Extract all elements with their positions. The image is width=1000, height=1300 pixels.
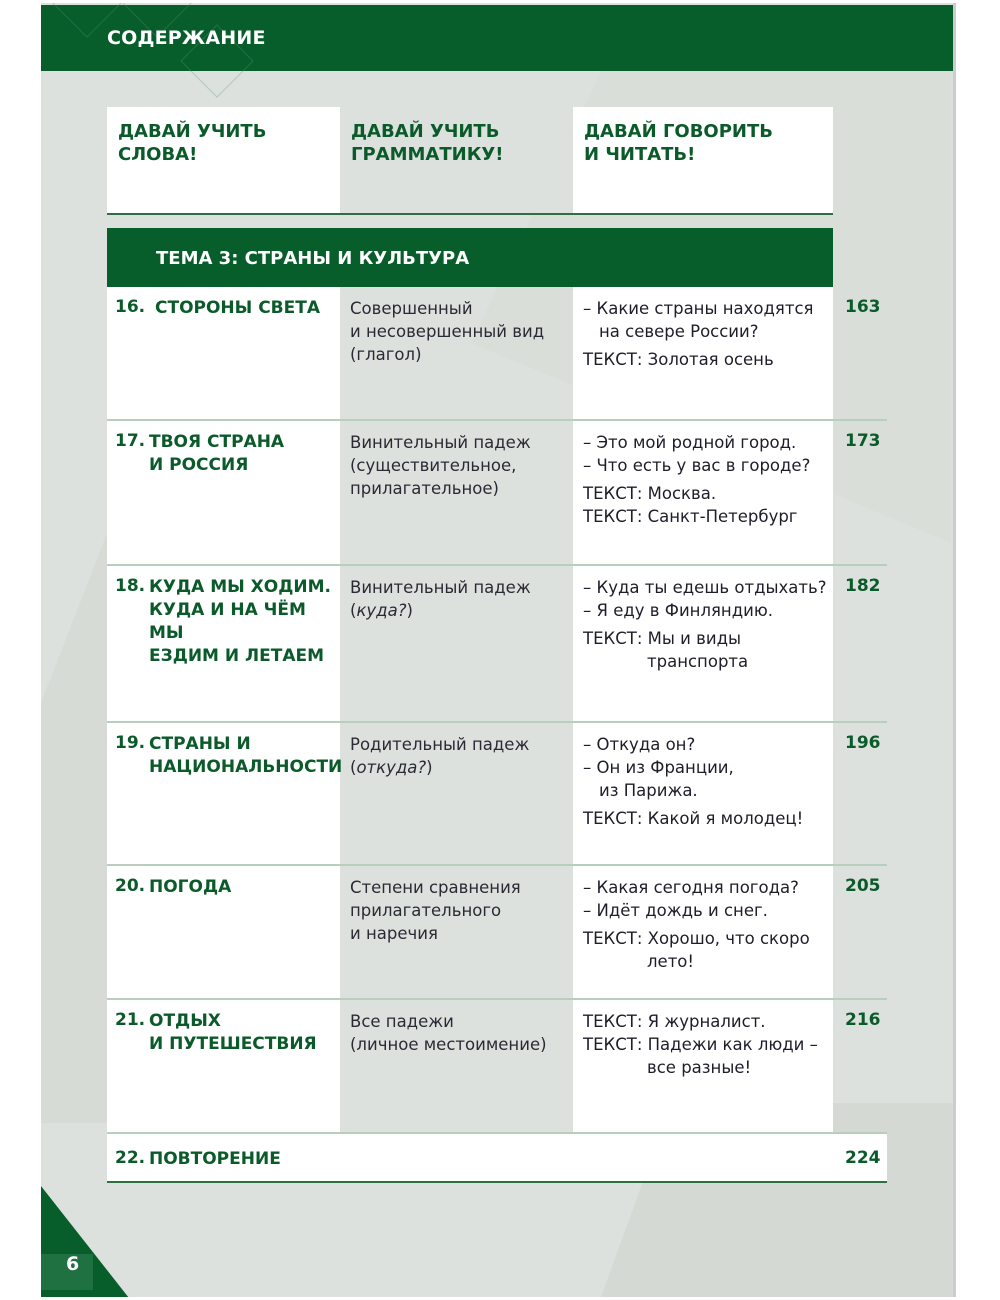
page-number[interactable]: 224 (845, 1148, 881, 1168)
grammar-topic: Винительный падеж (существительное, прилагательное) (350, 433, 531, 498)
header-divider (107, 213, 833, 215)
lesson-row[interactable] (107, 1000, 887, 1134)
document-page (41, 3, 956, 1297)
lesson-number: 19. (115, 733, 146, 753)
lesson-row-review[interactable] (107, 1134, 887, 1182)
lesson-row[interactable] (107, 866, 887, 1000)
lesson-row[interactable] (107, 287, 887, 421)
dialogue-block: – Какая сегодня погода? – Идёт дождь и снег. ТЕКСТ: Хорошо, что скоро лето! (583, 878, 810, 971)
lesson-title: ПОГОДА (149, 877, 232, 897)
column-header-label: ДАВАЙ УЧИТЬ (351, 121, 500, 142)
lesson-number: 20. (115, 876, 146, 896)
lesson-title: КУДА МЫ ХОДИМ. КУДА И НА ЧЁМ МЫ ЕЗДИМ И ЛЕТАЕМ (149, 577, 331, 666)
lesson-row[interactable] (107, 723, 887, 866)
page-number[interactable]: 182 (845, 576, 881, 596)
grammar-topic: Родительный падеж (откуда?) (350, 735, 530, 777)
dialogue-block: – Откуда он? – Он из Франции, из Парижа. ТЕКСТ: Какой я молодец! (583, 735, 804, 828)
column-header-label: ДАВАЙ УЧИТЬ (118, 121, 267, 142)
page-number[interactable]: 205 (845, 876, 881, 896)
page-title: СОДЕРЖАНИЕ (107, 27, 266, 49)
page-number[interactable]: 216 (845, 1010, 881, 1030)
lesson-number: 16. (115, 297, 146, 317)
page-number[interactable]: 196 (845, 733, 881, 753)
column-header-label: СЛОВА! (118, 144, 198, 165)
column-header-grammar (340, 107, 573, 214)
lesson-number: 17. (115, 431, 146, 451)
dialogue-block: – Это мой родной город. – Что есть у вас в городе? ТЕКСТ: Москва. ТЕКСТ: Санкт-Петербург (583, 433, 811, 526)
grammar-topic: Совершенный и несовершенный вид (глагол) (350, 299, 545, 364)
column-header-words (107, 107, 340, 214)
grammar-topic: Степени сравнения прилагательного и наречия (350, 878, 521, 943)
column-header-label: ДАВАЙ ГОВОРИТЬ (584, 121, 773, 142)
lesson-number: 18. (115, 576, 146, 596)
page-number[interactable]: 173 (845, 431, 881, 451)
page-number[interactable]: 163 (845, 297, 881, 317)
column-header-label: И ЧИТАТЬ! (584, 144, 696, 165)
lesson-row[interactable] (107, 566, 887, 723)
header-bar (41, 5, 953, 71)
dialogue-block: – Какие страны находятся на севере России? ТЕКСТ: Золотая осень (583, 299, 814, 369)
column-header-speaking (573, 107, 833, 214)
theme-title: ТЕМА 3: СТРАНЫ И КУЛЬТУРА (156, 248, 470, 269)
table-bottom-divider (107, 1181, 887, 1183)
grammar-topic: Все падежи (личное местоимение) (350, 1012, 547, 1054)
column-header-label: ГРАММАТИКУ! (351, 144, 504, 165)
lesson-number: 21. (115, 1010, 146, 1030)
theme-bar (107, 228, 833, 287)
dialogue-block: – Куда ты едешь отдыхать? – Я еду в Финляндию. ТЕКСТ: Мы и виды транспорта (583, 578, 827, 671)
lesson-row[interactable] (107, 421, 887, 566)
lesson-title: ТВОЯ СТРАНА И РОССИЯ (149, 432, 285, 475)
footer-page-number: 6 (66, 1253, 80, 1275)
lesson-number: 22. (115, 1148, 146, 1168)
grammar-topic: Винительный падеж (куда?) (350, 578, 531, 620)
lesson-title: СТРАНЫ И НАЦИОНАЛЬНОСТИ (149, 734, 343, 777)
lesson-title: ПОВТОРЕНИЕ (149, 1149, 281, 1169)
lesson-title: ОТДЫХ И ПУТЕШЕСТВИЯ (149, 1011, 317, 1054)
dialogue-block: ТЕКСТ: Я журналист. ТЕКСТ: Падежи как люди – все разные! (583, 1012, 818, 1077)
lesson-title: СТОРОНЫ СВЕТА (155, 298, 320, 318)
